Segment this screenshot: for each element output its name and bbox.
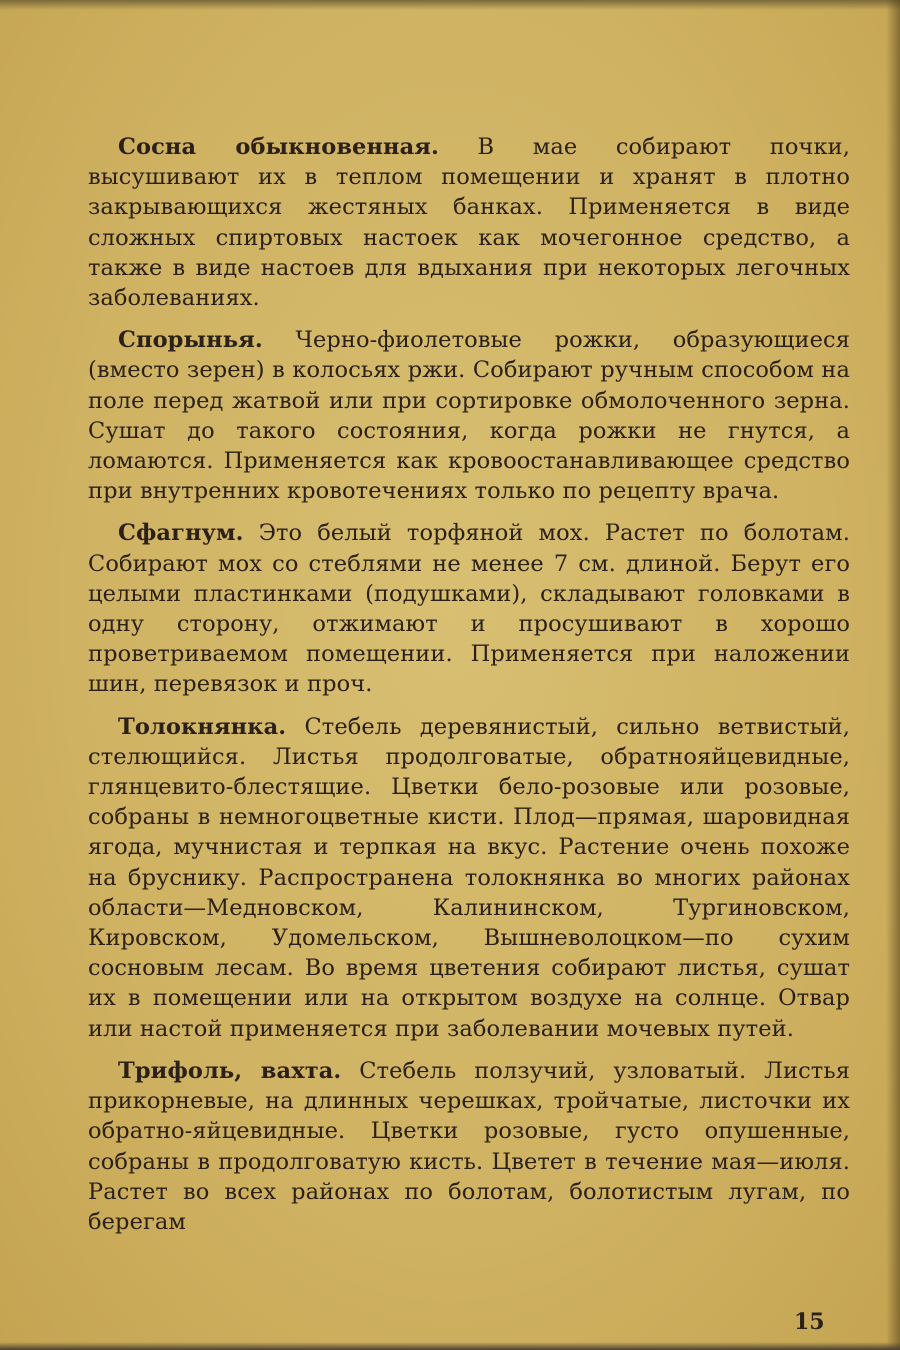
entry-ergot (88, 325, 850, 506)
entry-text: Черно-фиолетовые рожки, образующиеся (вместо зерен) в колосьях ржи. Собирают ручным способом на поле перед жатвой или при сортировке обмолоченного зерна. Сушат до такого состояния, когда рожки не гнутся, а ломаются. Применяется как кровоостанавливающее средство при внутренних кровотечениях только по рецепту врача. (88, 327, 850, 505)
entry-bogbean (88, 1056, 850, 1237)
page-top-shadow (0, 0, 900, 10)
page-body-text (88, 132, 850, 1249)
entry-term: Сфагнум. (118, 520, 244, 547)
entry-sphagnum (88, 518, 850, 699)
page-number: 15 (794, 1309, 825, 1335)
entry-text: Это белый торфяной мох. Растет по болотам. Собирают мох со стеблями не менее 7 см. длиной. Берут его целыми пластинками (подушками), складывают головками в одну сторону, отжимают и просушивают в хорошо проветриваемом помещении. Применяется при наложении шин, перевязок и проч. (88, 520, 850, 698)
page-right-shadow (886, 0, 900, 1350)
entry-term: Спорынья. (118, 327, 263, 354)
entry-term: Трифоль, вахта. (118, 1057, 342, 1084)
entry-bearberry (88, 712, 850, 1044)
entry-text: Стебель деревянистый, сильно ветвистый, стелющийся. Листья продолговатые, обратнояйцевидные, глянцевито-блестящие. Цветки бело-розовые или розовые, собраны в немногоцветные кисти. Плод—прямая, шаровидная ягода, мучнистая и терпкая на вкус. Растение очень похоже на бруснику. Распространена толокнянка во многих районах области—Медновском, Калининском, Тургиновском, Кировском, Удомельском, Вышневолоцком—по сухим сосновым лесам. Во время цветения собирают листья, сушат их в помещении или на открытом воздухе на солнце. Отвар или настой применяется при заболевании мочевых путей. (88, 713, 850, 1042)
entry-term: Сосна обыкновенная. (118, 134, 439, 160)
entry-text: В мае собирают почки, высушивают их в теплом помещении и хранят в плотно закрывающихся жестяных банках. Применяется в виде сложных спиртовых настоек как мочегонное средство, а также в виде настоев для вдыхания при некоторых легочных заболеваниях. (88, 134, 850, 312)
entry-text: Стебель ползучий, узловатый. Листья прикорневые, на длинных черешках, тройчатые, листочки их обратно-яйцевидные. Цветки розовые, густо опушенные, собраны в продолговатую кисть. Цветет в течение мая—июля. Растет во всех районах по болотам, болотистым лугам, по берегам (88, 1057, 850, 1235)
page-bottom-shadow (0, 1342, 900, 1350)
entry-term: Толокнянка. (118, 713, 287, 740)
entry-pine (88, 132, 850, 313)
